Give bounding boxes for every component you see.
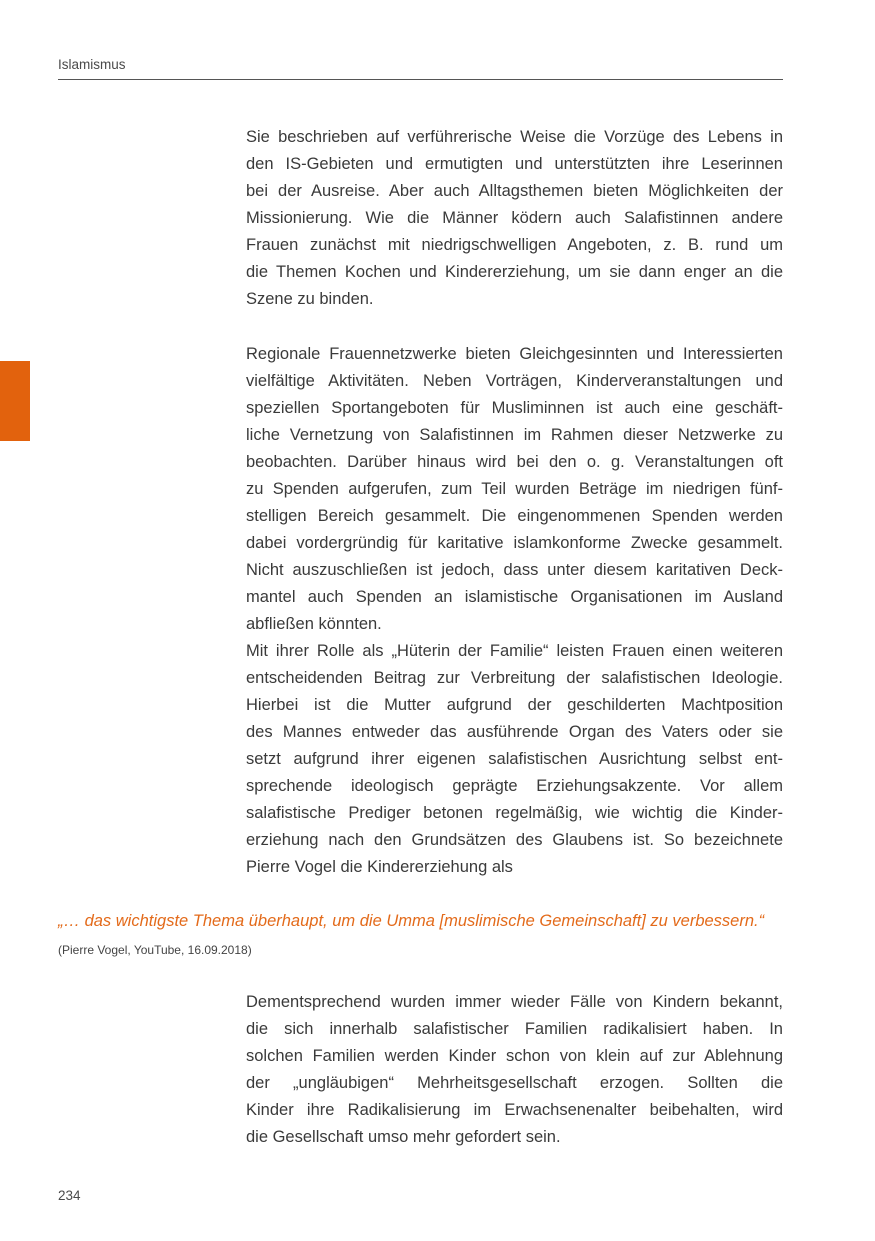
text-line: Szene zu binden. [246,290,374,308]
text-line: erziehung nach den Grundsätzen des Glaubens ist. So bezeichnete [246,831,783,849]
text-line: Nicht auszuschließen ist jedoch, dass unter diesem karitativen Deck- [246,561,783,579]
text-line: salafistische Prediger betonen regelmäßig, wie wichtig die Kinder- [246,804,783,822]
text-line: vielfältige Aktivitäten. Neben Vorträgen, Kinderveranstaltungen und [246,372,783,390]
text-line: speziellen Sportangeboten für Musliminnen ist auch eine geschäft- [246,399,783,417]
text-line: entscheidenden Beitrag zur Verbreitung der salafistischen Ideologie. [246,669,783,687]
text-line: Regionale Frauennetzwerke bieten Gleichgesinnten und Interessierten [246,345,783,363]
text-line: Sie beschrieben auf verführerische Weise die Vorzüge des Lebens in [246,128,783,146]
text-line: Kinder ihre Radikalisierung im Erwachsenenalter beibehalten, wird [246,1101,783,1119]
text-line: bei der Ausreise. Aber auch Alltagsthemen bieten Möglichkeiten der [246,182,783,200]
page-number: 234 [58,1188,81,1203]
text-line: Pierre Vogel die Kindererziehung als [246,858,513,876]
text-line: des Mannes entweder das ausführende Organ des Vaters oder sie [246,723,783,741]
text-line: zu Spenden aufgerufen, zum Teil wurden Beträge im niedrigen fünf- [246,480,783,498]
text-line: den IS-Gebieten und ermutigten und unterstützten ihre Leserinnen [246,155,783,173]
text-line: mantel auch Spenden an islamistische Organisationen im Ausland [246,588,783,606]
text-line: die Themen Kochen und Kindererziehung, um sie dann enger an die [246,263,783,281]
text-line: sprechende ideologisch geprägte Erziehungsakzente. Vor allem [246,777,783,795]
pull-quote: „… das wichtigste Thema überhaupt, um die Umma [muslimische Gemeinschaft] zu verbessern.“ [58,912,765,930]
paragraph-4 [246,989,783,1151]
text-line: beobachten. Darüber hinaus wird bei den o. g. Veranstaltungen oft [246,453,783,471]
chapter-marker-tab [0,361,30,441]
text-line: Mit ihrer Rolle als „Hüterin der Familie“ leisten Frauen einen weiteren [246,642,783,660]
text-line: setzt aufgrund ihrer eigenen salafistischen Ausrichtung selbst ent- [246,750,783,768]
text-line: dabei vordergründig für karitative islamkonforme Zwecke gesammelt. [246,534,783,552]
text-line: die sich innerhalb salafistischer Familien radikalisiert haben. In [246,1020,783,1038]
text-line: stelligen Bereich gesammelt. Die eingenommenen Spenden werden [246,507,783,525]
paragraph-2-and-3 [246,341,783,881]
text-line: die Gesellschaft umso mehr gefordert sein. [246,1128,561,1146]
text-line: Dementsprechend wurden immer wieder Fälle von Kindern bekannt, [246,993,783,1011]
text-line: liche Vernetzung von Salafistinnen im Rahmen dieser Netzwerke zu [246,426,783,444]
text-line: abfließen könnten. [246,615,382,633]
header-divider [58,79,783,80]
running-header-title: Islamismus [58,57,126,72]
paragraph-1 [246,124,783,313]
text-line: Hierbei ist die Mutter aufgrund der geschilderten Machtposition [246,696,783,714]
quote-source: (Pierre Vogel, YouTube, 16.09.2018) [58,943,252,957]
text-line: Missionierung. Wie die Männer ködern auch Salafistinnen andere [246,209,783,227]
text-line: Frauen zunächst mit niedrigschwelligen Angeboten, z. B. rund um [246,236,783,254]
text-line: solchen Familien werden Kinder schon von klein auf zur Ablehnung [246,1047,783,1065]
text-line: der „ungläubigen“ Mehrheitsgesellschaft erzogen. Sollten die [246,1074,783,1092]
